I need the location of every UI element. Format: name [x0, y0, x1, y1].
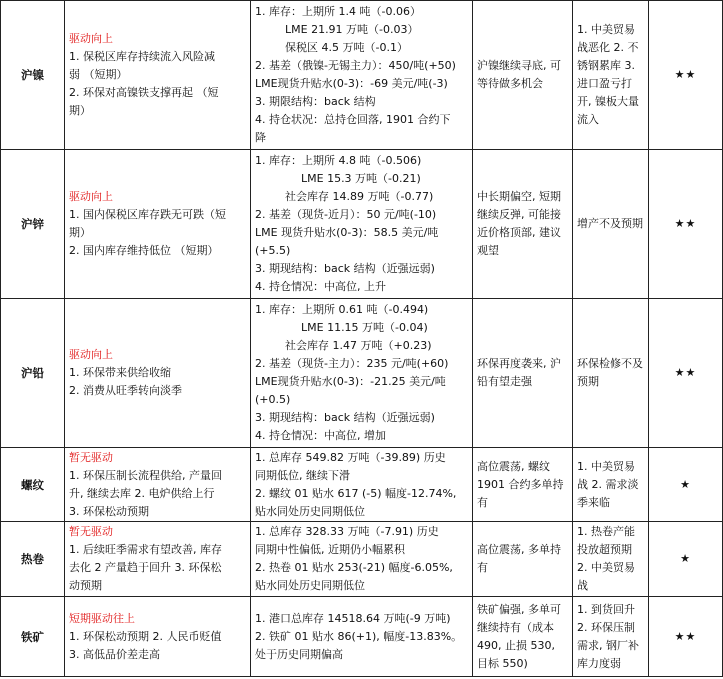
fundamentals-line: 2. 基差（现货-近月）：50 元/吨(-10) [255, 208, 437, 221]
fundamentals-line: 降 [255, 131, 266, 144]
fundamentals-line: 同期中性偏低, 近期仍小幅累积 [255, 543, 405, 556]
risk-cell: 1. 中美贸易战恶化 2. 不锈钢累库 3. 进口盈亏打开, 镍板大量流入 [573, 1, 649, 150]
driver-line: 弱 （短期） [69, 68, 128, 81]
driver-cell [65, 1, 251, 150]
fundamentals-line: LME现货升贴水(0-3)：-21.25 美元/吨 [255, 375, 446, 388]
fundamentals-line: LME 21.91 万吨（-0.03） [285, 23, 419, 36]
fundamentals-line: LME现货升贴水(0-3)：-69 美元/吨(-3) [255, 77, 448, 90]
table-row [1, 150, 723, 299]
fundamentals-line: 贴水同处历史同期低位 [255, 504, 365, 518]
fundamentals-line: 2. 基差（现货-主力）：235 元/吨(+60) [255, 357, 449, 370]
commodity-name: 沪铅 [1, 299, 65, 448]
fundamentals-line: LME 15.3 万吨（-0.21) [301, 172, 421, 185]
risk-cell: 1. 热卷产能投放超预期 2. 中美贸易战 [573, 522, 649, 597]
driver-title: 暂无驱动 [69, 525, 113, 538]
driver-line: 期） [69, 104, 91, 117]
driver-line: 3. 环保松动预期 [69, 504, 149, 518]
risk-cell: 1. 中美贸易战 2. 需求淡季来临 [573, 448, 649, 522]
view-cell: 环保再度袭来, 沪铅有望走强 [473, 299, 573, 448]
table-row [1, 299, 723, 448]
fundamentals-line: 3. 期现结构：back 结构（近强远弱) [255, 262, 435, 275]
fundamentals-line: 1. 库存：上期所 0.61 吨（-0.494) [255, 303, 429, 316]
driver-cell [65, 150, 251, 299]
driver-cell [65, 597, 251, 677]
commodity-name: 螺纹 [1, 448, 65, 522]
fundamentals-line: (+0.5) [255, 393, 291, 406]
rating-stars: ★★ [649, 150, 723, 299]
view-cell: 高位震荡, 多单持有 [473, 522, 573, 597]
fundamentals-cell [251, 1, 473, 150]
view-cell: 高位震荡, 螺纹 1901 合约多单持有 [473, 448, 573, 522]
table-row [1, 597, 723, 677]
fundamentals-line: LME 现货升贴水(0-3)：58.5 美元/吨 [255, 226, 439, 239]
fundamentals-cell [251, 299, 473, 448]
fundamentals-line: 贴水同处历史同期低位 [255, 579, 365, 592]
driver-line: 升, 继续去库 2. 电炉供给上行 [69, 486, 215, 500]
fundamentals-line: 2. 热卷 01 贴水 253(-21) 幅度-6.05%, [255, 561, 453, 574]
rating-stars: ★★ [649, 1, 723, 150]
table-row [1, 1, 723, 150]
driver-line: 去化 2 产量趋于回升 3. 环保松 [69, 561, 222, 574]
fundamentals-line: 4. 持仓情况：中高位, 上升 [255, 280, 386, 293]
fundamentals-line: 社会库存 1.47 万吨（+0.23) [285, 339, 432, 352]
fundamentals-line: 处于历史同期偏高 [255, 647, 343, 661]
fundamentals-cell [251, 597, 473, 677]
driver-title: 驱动向上 [69, 190, 113, 203]
driver-title: 暂无驱动 [69, 450, 113, 464]
driver-line: 1. 环保松动预期 2. 人民币贬值 [69, 629, 222, 643]
fundamentals-line: 1. 库存：上期所 4.8 吨（-0.506) [255, 154, 422, 167]
commodity-name: 沪镍 [1, 1, 65, 150]
driver-cell [65, 299, 251, 448]
commodity-name: 沪锌 [1, 150, 65, 299]
fundamentals-line: 2. 基差（俄镍-无锡主力）：450/吨(+50) [255, 59, 456, 72]
driver-line: 动预期 [69, 579, 102, 592]
rating-stars: ★★ [649, 299, 723, 448]
commodity-name: 热卷 [1, 522, 65, 597]
driver-line: 2. 消费从旺季转向淡季 [69, 384, 182, 397]
fundamentals-line: 保税区 4.5 万吨（-0.1） [285, 41, 408, 54]
fundamentals-line: 4. 持仓状况：总持仓回落, 1901 合约下 [255, 113, 451, 126]
fundamentals-line: LME 11.15 万吨（-0.04) [301, 321, 428, 334]
fundamentals-line: 4. 持仓情况：中高位, 增加 [255, 429, 386, 442]
driver-cell [65, 448, 251, 522]
risk-cell: 增产不及预期 [573, 150, 649, 299]
view-cell: 铁矿偏强, 多单可继续持有（成本 490, 止损 530, 目标 550) [473, 597, 573, 677]
fundamentals-line: 同期低位, 继续下滑 [255, 468, 350, 482]
table-row [1, 522, 723, 597]
fundamentals-line: 1. 总库存 549.82 万吨（-39.89) 历史 [255, 450, 446, 464]
driver-line: 2. 国内库存维持低位 （短期） [69, 244, 219, 257]
fundamentals-line: 3. 期现结构：back 结构（近强远弱) [255, 411, 435, 424]
driver-title: 驱动向上 [69, 32, 113, 45]
fundamentals-cell [251, 448, 473, 522]
driver-line: 1. 保税区库存持续流入风险减 [69, 50, 215, 63]
table-row [1, 448, 723, 522]
rating-stars: ★★ [649, 597, 723, 677]
driver-title: 驱动向上 [69, 348, 113, 361]
fundamentals-line: 1. 总库存 328.33 万吨（-7.91) 历史 [255, 525, 439, 538]
driver-line: 期） [69, 226, 91, 239]
fundamentals-line: 社会库存 14.89 万吨（-0.77) [285, 190, 434, 203]
driver-line: 1. 环保压制长流程供给, 产量回 [69, 468, 222, 482]
rating-stars: ★ [649, 522, 723, 597]
driver-line: 1. 国内保税区库存跌无可跌（短 [69, 208, 226, 221]
fundamentals-line: (+5.5) [255, 244, 291, 257]
driver-line: 3. 高低品价差走高 [69, 647, 160, 661]
fundamentals-line: 3. 期限结构：back 结构 [255, 95, 376, 108]
fundamentals-line: 2. 螺纹 01 贴水 617 (-5) 幅度-12.74%, [255, 486, 457, 500]
driver-line: 1. 后续旺季需求有望改善, 库存 [69, 543, 222, 556]
risk-cell: 环保检修不及预期 [573, 299, 649, 448]
commodity-name: 铁矿 [1, 597, 65, 677]
fundamentals-line: 2. 铁矿 01 贴水 86(+1), 幅度-13.83%。 [255, 629, 463, 643]
view-cell: 沪镍继续寻底, 可等待做多机会 [473, 1, 573, 150]
rating-stars: ★ [649, 448, 723, 522]
driver-cell [65, 522, 251, 597]
fundamentals-cell [251, 150, 473, 299]
driver-line: 1. 环保带来供给收缩 [69, 366, 171, 379]
driver-line: 2. 环保对高镍铁支撑再起 （短 [69, 86, 219, 99]
fundamentals-line: 1. 库存：上期所 1.4 吨（-0.06） [255, 5, 421, 18]
fundamentals-line: 1. 港口总库存 14518.64 万吨(-9 万吨) [255, 611, 451, 625]
driver-title: 短期驱动往上 [69, 611, 135, 625]
fundamentals-cell [251, 522, 473, 597]
risk-cell: 1. 到货回升 2. 环保压制需求, 钢厂补库力度弱 [573, 597, 649, 677]
view-cell: 中长期偏空, 短期继续反弹, 可能接近价格顶部, 建议观望 [473, 150, 573, 299]
